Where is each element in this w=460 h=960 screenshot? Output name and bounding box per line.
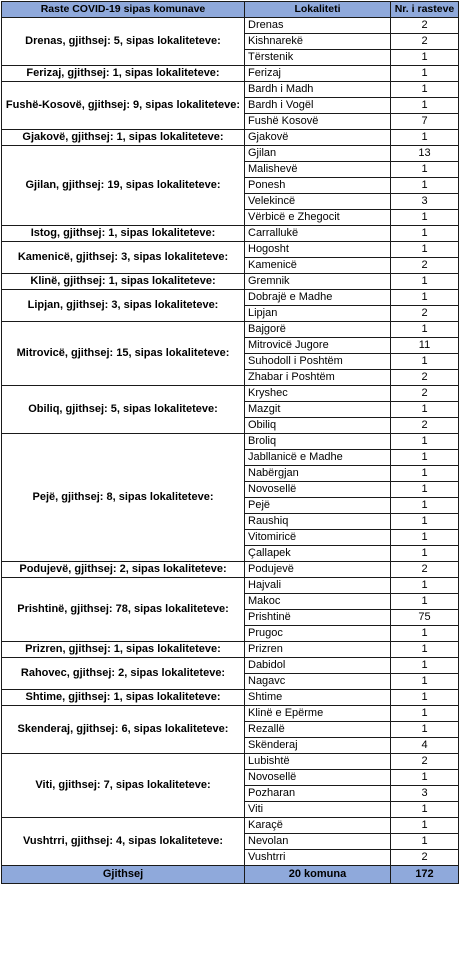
table-row [2,434,459,450]
header-locality: Lokaliteti [245,2,391,18]
table-row [2,562,459,578]
cases-cell: 2 [391,258,459,274]
table-row [2,226,459,242]
table-row [2,658,459,674]
municipality-cell: Shtime, gjithsej: 1, sipas lokaliteteve: [2,690,245,706]
cases-cell: 1 [391,82,459,98]
cases-cell: 1 [391,434,459,450]
cases-cell: 1 [391,178,459,194]
cases-cell: 1 [391,546,459,562]
cases-cell: 1 [391,354,459,370]
table-row [2,82,459,98]
locality-cell: Gjakovë [245,130,391,146]
cases-cell: 4 [391,738,459,754]
municipality-cell: Lipjan, gjithsej: 3, sipas lokaliteteve: [2,290,245,322]
cases-cell: 1 [391,130,459,146]
table-row [2,690,459,706]
locality-cell: Tërstenik [245,50,391,66]
locality-cell: Podujevë [245,562,391,578]
cases-cell: 2 [391,18,459,34]
municipality-cell: Viti, gjithsej: 7, sipas lokaliteteve: [2,754,245,818]
municipality-cell: Obiliq, gjithsej: 5, sipas lokaliteteve: [2,386,245,434]
cases-cell: 1 [391,514,459,530]
municipality-cell: Klinë, gjithsej: 1, sipas lokaliteteve: [2,274,245,290]
cases-cell: 2 [391,418,459,434]
table-row [2,322,459,338]
locality-cell: Nabërgjan [245,466,391,482]
locality-cell: Gremnik [245,274,391,290]
locality-cell: Shtime [245,690,391,706]
locality-cell: Fushë Kosovë [245,114,391,130]
locality-cell: Dabidol [245,658,391,674]
table-row [2,66,459,82]
cases-cell: 1 [391,162,459,178]
locality-cell: Viti [245,802,391,818]
municipality-cell: Fushë-Kosovë, gjithsej: 9, sipas lokaliteteve: [2,82,245,130]
locality-cell: Dobrajë e Madhe [245,290,391,306]
locality-cell: Nagavc [245,674,391,690]
locality-cell: Kishnarekë [245,34,391,50]
locality-cell: Raushiq [245,514,391,530]
cases-cell: 1 [391,402,459,418]
locality-cell: Obiliq [245,418,391,434]
locality-cell: Malishevë [245,162,391,178]
cases-cell: 1 [391,226,459,242]
municipality-cell: Mitrovicë, gjithsej: 15, sipas lokaliteteve: [2,322,245,386]
locality-cell: Nevolan [245,834,391,850]
municipality-cell: Prizren, gjithsej: 1, sipas lokaliteteve: [2,642,245,658]
locality-cell: Vërbicë e Zhegocit [245,210,391,226]
locality-cell: Kamenicë [245,258,391,274]
cases-cell: 1 [391,242,459,258]
municipality-cell: Prishtinë, gjithsej: 78, sipas lokaliteteve: [2,578,245,642]
municipality-cell: Istog, gjithsej: 1, sipas lokaliteteve: [2,226,245,242]
table-row [2,290,459,306]
footer-total: 172 [391,866,459,884]
cases-cell: 2 [391,562,459,578]
locality-cell: Velekincë [245,194,391,210]
municipality-cell: Gjakovë, gjithsej: 1, sipas lokaliteteve: [2,130,245,146]
locality-cell: Kryshec [245,386,391,402]
locality-cell: Vushtrri [245,850,391,866]
cases-cell: 1 [391,594,459,610]
locality-cell: Suhodoll i Poshtëm [245,354,391,370]
cases-cell: 3 [391,194,459,210]
locality-cell: Pejë [245,498,391,514]
locality-cell: Makoc [245,594,391,610]
locality-cell: Novosellë [245,770,391,786]
locality-cell: Skënderaj [245,738,391,754]
cases-cell: 1 [391,802,459,818]
locality-cell: Klinë e Epërme [245,706,391,722]
footer-municipalities: 20 komuna [245,866,391,884]
locality-cell: Broliq [245,434,391,450]
header-cases: Nr. i rasteve [391,2,459,18]
table-row [2,642,459,658]
table-row [2,146,459,162]
cases-cell: 1 [391,50,459,66]
cases-cell: 1 [391,274,459,290]
locality-cell: Rezallë [245,722,391,738]
locality-cell: Novosellë [245,482,391,498]
cases-cell: 1 [391,66,459,82]
covid-cases-table [1,1,459,884]
header-municipality: Raste COVID-19 sipas komunave [2,2,245,18]
locality-cell: Gjilan [245,146,391,162]
cases-cell: 1 [391,450,459,466]
table-row [2,754,459,770]
table-row [2,242,459,258]
locality-cell: Ponesh [245,178,391,194]
header-row [2,2,459,18]
locality-cell: Bardh i Madh [245,82,391,98]
table-row [2,386,459,402]
municipality-cell: Vushtrri, gjithsej: 4, sipas lokaliteteve: [2,818,245,866]
locality-cell: Prugoc [245,626,391,642]
cases-cell: 1 [391,578,459,594]
cases-cell: 1 [391,834,459,850]
cases-cell: 1 [391,482,459,498]
cases-cell: 13 [391,146,459,162]
locality-cell: Ferizaj [245,66,391,82]
table-row [2,18,459,34]
table-row [2,818,459,834]
locality-cell: Carrallukë [245,226,391,242]
footer-row [2,866,459,884]
cases-cell: 1 [391,498,459,514]
cases-cell: 1 [391,626,459,642]
locality-cell: Jabllanicë e Madhe [245,450,391,466]
cases-cell: 2 [391,370,459,386]
locality-cell: Bardh i Vogël [245,98,391,114]
cases-cell: 2 [391,306,459,322]
locality-cell: Vitomiricë [245,530,391,546]
locality-cell: Bajgorë [245,322,391,338]
municipality-cell: Gjilan, gjithsej: 19, sipas lokaliteteve: [2,146,245,226]
locality-cell: Prizren [245,642,391,658]
cases-cell: 1 [391,690,459,706]
locality-cell: Hogosht [245,242,391,258]
cases-cell: 7 [391,114,459,130]
cases-cell: 2 [391,754,459,770]
table-row [2,130,459,146]
municipality-cell: Pejë, gjithsej: 8, sipas lokaliteteve: [2,434,245,562]
cases-cell: 75 [391,610,459,626]
cases-cell: 1 [391,290,459,306]
cases-cell: 1 [391,706,459,722]
locality-cell: Çallapek [245,546,391,562]
cases-cell: 1 [391,466,459,482]
cases-cell: 1 [391,98,459,114]
cases-cell: 1 [391,658,459,674]
locality-cell: Pozharan [245,786,391,802]
cases-cell: 1 [391,722,459,738]
municipality-cell: Drenas, gjithsej: 5, sipas lokaliteteve: [2,18,245,66]
locality-cell: Drenas [245,18,391,34]
locality-cell: Hajvali [245,578,391,594]
municipality-cell: Kamenicë, gjithsej: 3, sipas lokaliteteve: [2,242,245,274]
table-row [2,578,459,594]
cases-cell: 1 [391,322,459,338]
cases-cell: 2 [391,386,459,402]
locality-cell: Prishtinë [245,610,391,626]
locality-cell: Karaçë [245,818,391,834]
cases-cell: 2 [391,34,459,50]
municipality-cell: Rahovec, gjithsej: 2, sipas lokaliteteve: [2,658,245,690]
table-row [2,274,459,290]
locality-cell: Mazgit [245,402,391,418]
locality-cell: Zhabar i Poshtëm [245,370,391,386]
cases-cell: 11 [391,338,459,354]
table-row [2,706,459,722]
cases-cell: 1 [391,642,459,658]
municipality-cell: Podujevë, gjithsej: 2, sipas lokaliteteve: [2,562,245,578]
municipality-cell: Ferizaj, gjithsej: 1, sipas lokaliteteve: [2,66,245,82]
cases-cell: 1 [391,674,459,690]
cases-cell: 2 [391,850,459,866]
cases-cell: 1 [391,210,459,226]
footer-label: Gjithsej [2,866,245,884]
municipality-cell: Skenderaj, gjithsej: 6, sipas lokaliteteve: [2,706,245,754]
cases-cell: 3 [391,786,459,802]
cases-cell: 1 [391,770,459,786]
table-body [2,18,459,866]
locality-cell: Lipjan [245,306,391,322]
locality-cell: Lubishtë [245,754,391,770]
locality-cell: Mitrovicë Jugore [245,338,391,354]
cases-cell: 1 [391,818,459,834]
cases-cell: 1 [391,530,459,546]
